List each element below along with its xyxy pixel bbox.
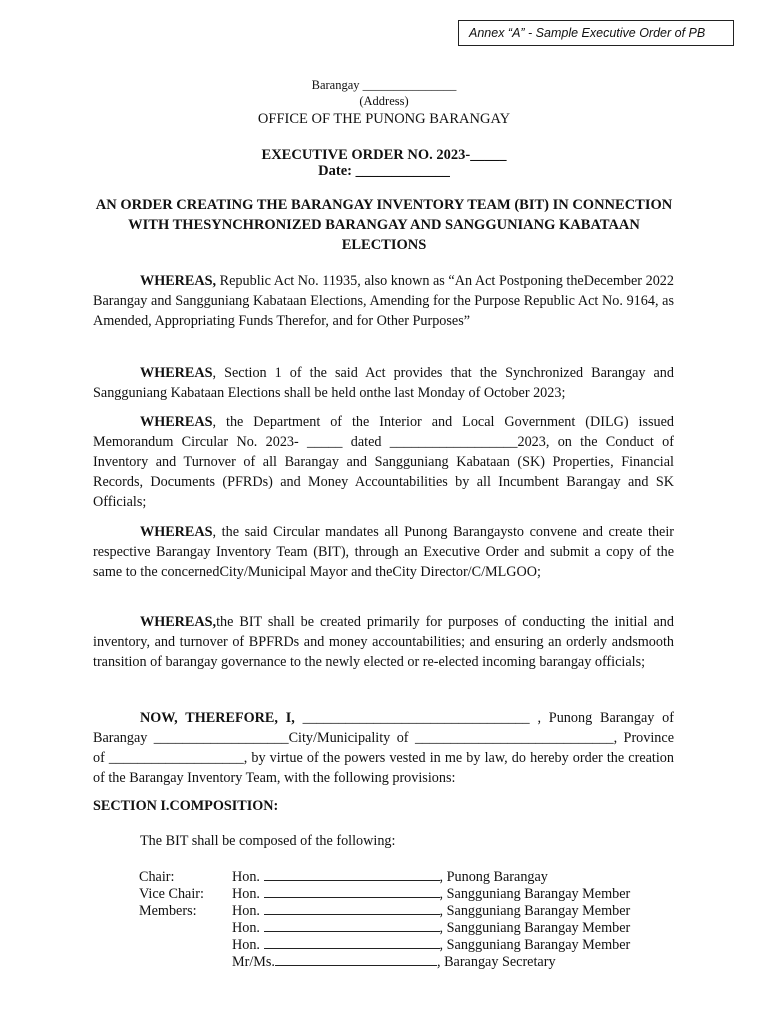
member-title: Hon.	[232, 937, 260, 953]
name-blank	[264, 902, 440, 915]
member-row-chair	[139, 868, 548, 885]
paragraph-text: , Section 1 of the said Act provides that the Synchronized Barangay and Sangguniang Kabataan Elections shall be held onthe last Monday of October 2023;	[93, 365, 674, 401]
whereas-paragraph-1	[93, 271, 674, 331]
member-position: , Punong Barangay	[439, 869, 548, 885]
whereas-paragraph-5	[93, 612, 674, 672]
member-row-vice-chair	[139, 885, 630, 902]
whereas-paragraph-4	[93, 522, 674, 582]
member-title: Hon.	[232, 920, 260, 936]
section-intro: The BIT shall be composed of the following:	[140, 833, 396, 849]
whereas-label: WHEREAS	[140, 414, 213, 430]
member-row-member-3	[139, 936, 630, 953]
whereas-paragraph-3	[93, 412, 674, 512]
paragraph-text: , the said Circular mandates all Punong Barangaysto convene and create their respective Barangay Inventory Team (BIT), through an Executive Order and submit a copy of the same to the concernedCity/Municipal Mayor and theCity Director/C/MLGOO;	[93, 524, 674, 580]
whereas-label: WHEREAS,	[140, 614, 217, 630]
member-title: Hon.	[232, 903, 260, 919]
member-role: Vice Chair:	[139, 886, 204, 902]
member-role: Chair:	[139, 869, 175, 885]
member-title: Hon.	[232, 886, 260, 902]
date-line: Date: _____________	[318, 163, 450, 179]
whereas-label: WHEREAS	[140, 524, 213, 540]
member-position: , Sangguniang Barangay Member	[439, 920, 631, 936]
name-blank	[275, 953, 437, 966]
member-row-member-2	[139, 919, 630, 936]
order-title-line-2: WITH THESYNCHRONIZED BARANGAY AND SANGGUNIANG KABATAAN	[128, 217, 640, 233]
name-blank	[264, 868, 440, 881]
office-title: OFFICE OF THE PUNONG BARANGAY	[257, 111, 511, 127]
address-line: (Address)	[359, 94, 409, 108]
now-therefore-paragraph	[93, 708, 674, 788]
member-position: , Sangguniang Barangay Member	[439, 886, 631, 902]
member-role: Members:	[139, 903, 197, 919]
whereas-label: WHEREAS,	[140, 273, 217, 289]
member-row-member-1	[139, 902, 630, 919]
member-row-secretary	[139, 953, 556, 970]
member-title: Mr/Ms.	[232, 954, 275, 970]
section-heading: SECTION I.COMPOSITION:	[93, 798, 279, 814]
member-title: Hon.	[232, 869, 260, 885]
now-therefore-label: NOW, THEREFORE, I,	[140, 710, 295, 726]
paragraph-text: , the Department of the Interior and Local Government (DILG) issued Memorandum Circular No. 2023- _____ dated __________________2023, on the Conduct of Inventory and Turnover of all Barangay and Sangguniang Kabataan (SK) Properties, Financial Records, Documents (PFRDs) and Money Accountabilities by all Incumbent Barangay and SK Officials;	[93, 414, 674, 510]
order-title-line-1: AN ORDER CREATING THE BARANGAY INVENTORY TEAM (BIT) IN CONNECTION	[95, 197, 673, 213]
executive-order-number: EXECUTIVE ORDER NO. 2023-_____	[261, 147, 507, 163]
paragraph-text: ________________________________ , Punong Barangay of Barangay ___________________City/Municipality of ____________________________, Province of ___________________, by virtue of the powers vested in me by law, do hereby order the creation of the Barangay Inventory Team, with the following provisions:	[93, 710, 674, 786]
member-position: , Sangguniang Barangay Member	[439, 937, 631, 953]
name-blank	[264, 919, 440, 932]
member-position: , Sangguniang Barangay Member	[439, 903, 631, 919]
paragraph-text: Republic Act No. 11935, also known as “An Act Postponing theDecember 2022 Barangay and Sangguniang Kabataan Elections, Amending for the Purpose Republic Act No. 9164, as Amended, Appropriating Funds Therefor, and for Other Purposes”	[93, 273, 674, 329]
paragraph-text: the BIT shall be created primarily for purposes of conducting the initial and inventory, and turnover of BPFRDs and money accountabilities; and ensuring an orderly andsmooth transition of barangay governance to the newly elected or re-elected incoming barangay officials;	[93, 614, 674, 670]
annex-label: Annex “A” - Sample Executive Order of PB	[458, 20, 734, 46]
order-title-line-3: ELECTIONS	[341, 237, 427, 253]
barangay-name-line: Barangay _______________	[311, 78, 457, 92]
whereas-label: WHEREAS	[140, 365, 213, 381]
name-blank	[264, 885, 440, 898]
member-position: , Barangay Secretary	[436, 954, 556, 970]
whereas-paragraph-2	[93, 363, 674, 403]
name-blank	[264, 936, 440, 949]
